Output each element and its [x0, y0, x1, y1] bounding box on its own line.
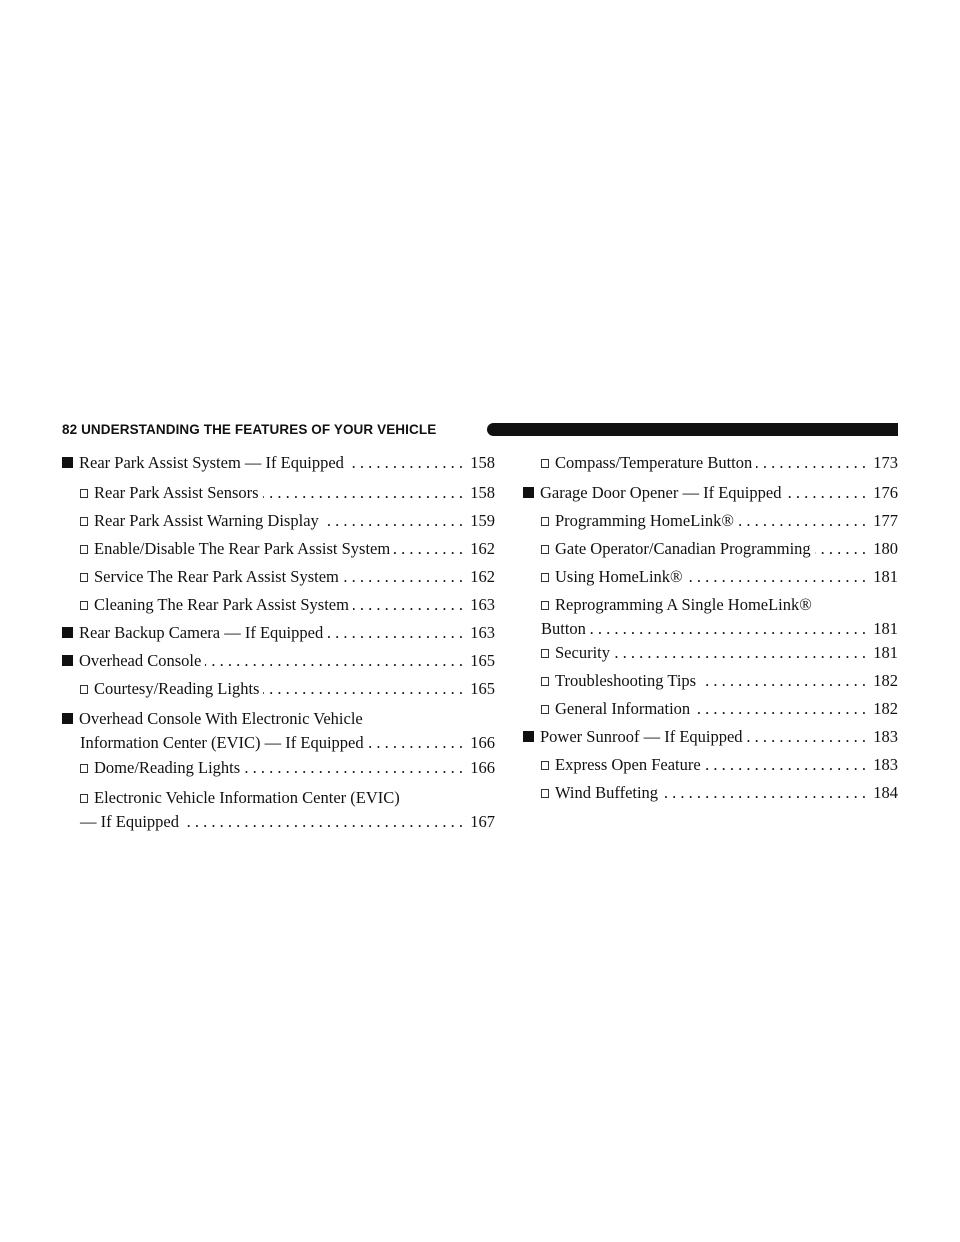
toc-page-number: 166 — [470, 758, 495, 777]
toc-entry-title: Overhead Console — [79, 651, 202, 670]
toc-entry-title: Rear Park Assist Warning Display — [94, 511, 319, 530]
box-bullet-icon — [523, 641, 555, 665]
toc-entry[interactable] — [523, 451, 898, 475]
toc-entry-title: Rear Park Assist System — If Equipped — [79, 453, 344, 472]
dot-leader — [756, 451, 866, 475]
dot-leader — [348, 451, 463, 475]
dot-leader — [263, 481, 463, 505]
dot-leader — [353, 593, 463, 617]
dot-leader — [183, 810, 463, 834]
toc-entry-title: — If Equipped — [80, 812, 179, 831]
dot-leader — [738, 509, 866, 533]
toc-page-number: 159 — [470, 511, 495, 530]
dot-leader — [394, 537, 463, 561]
toc-entry-title: Power Sunroof — If Equipped — [540, 727, 743, 746]
toc-entry-title: Cleaning The Rear Park Assist System — [94, 595, 349, 614]
dot-leader — [662, 781, 866, 805]
toc-page-number: 166 — [470, 733, 495, 752]
toc-entry-title: Troubleshooting Tips — [555, 671, 697, 690]
toc-entry[interactable] — [523, 565, 898, 589]
box-bullet-icon — [62, 509, 94, 533]
box-bullet-icon — [62, 756, 94, 780]
toc-entry[interactable] — [523, 481, 898, 505]
toc-entry-title: Courtesy/Reading Lights — [94, 679, 260, 698]
toc-entry[interactable] — [523, 593, 898, 641]
square-bullet-icon — [523, 725, 540, 749]
box-bullet-icon — [523, 753, 555, 777]
box-bullet-icon — [523, 451, 555, 475]
toc-entry[interactable] — [62, 451, 495, 475]
toc-page-number: 181 — [873, 567, 898, 586]
toc-entry-title: Rear Backup Camera — If Equipped — [79, 623, 324, 642]
toc-page-number: 163 — [470, 623, 495, 642]
toc-page-number: 183 — [873, 727, 898, 746]
dot-leader — [815, 537, 866, 561]
toc-entry[interactable] — [62, 756, 495, 780]
toc-entry[interactable] — [62, 786, 495, 834]
toc-page-number: 180 — [873, 539, 898, 558]
toc-entry[interactable] — [523, 697, 898, 721]
toc-page-number: 163 — [470, 595, 495, 614]
toc-entry[interactable] — [523, 537, 898, 561]
toc-entry-title: General Information — [555, 699, 691, 718]
dot-leader — [343, 565, 463, 589]
toc-page-number: 173 — [873, 453, 898, 472]
box-bullet-icon — [523, 697, 555, 721]
chapter-title: UNDERSTANDING THE FEATURES OF YOUR VEHICLE — [81, 422, 437, 437]
toc-entry-title: Wind Buffeting — [555, 783, 659, 802]
toc-page-number: 162 — [470, 567, 495, 586]
toc-entry[interactable] — [62, 565, 495, 589]
dot-leader — [327, 621, 463, 645]
dot-leader — [614, 641, 866, 665]
page-header — [62, 420, 898, 440]
dot-leader — [323, 509, 463, 533]
dot-leader — [785, 481, 866, 505]
toc-entry[interactable] — [62, 677, 495, 701]
dot-leader — [590, 617, 866, 641]
box-bullet-icon — [62, 565, 94, 589]
toc-entry-title: Express Open Feature — [555, 755, 701, 774]
page-number: 82 — [62, 422, 78, 437]
toc-entry-title: Gate Operator/Canadian Programming — [555, 539, 811, 558]
square-bullet-icon — [62, 451, 79, 475]
toc-page-number: 158 — [470, 453, 495, 472]
toc-entry[interactable] — [62, 593, 495, 617]
toc-entry-title: Using HomeLink® — [555, 567, 683, 586]
toc-page-number: 182 — [873, 699, 898, 718]
box-bullet-icon — [62, 593, 94, 617]
header-text — [62, 421, 436, 439]
square-bullet-icon — [62, 621, 79, 645]
toc-entry[interactable] — [523, 753, 898, 777]
toc-entry[interactable] — [62, 649, 495, 673]
toc-page-number: 177 — [873, 511, 898, 530]
toc-entry-title: Security — [555, 643, 610, 662]
dot-leader — [205, 649, 463, 673]
toc-entry-title: Service The Rear Park Assist System — [94, 567, 339, 586]
toc-entry[interactable] — [523, 669, 898, 693]
box-bullet-icon — [523, 565, 555, 589]
toc-page-number: 162 — [470, 539, 495, 558]
toc-page-number: 176 — [873, 483, 898, 502]
toc-entry-title: Programming HomeLink® — [555, 511, 734, 530]
toc-entry[interactable] — [523, 781, 898, 805]
box-bullet-icon — [523, 509, 555, 533]
toc-entry-title: Garage Door Opener — If Equipped — [540, 483, 782, 502]
toc-page-number: 181 — [873, 643, 898, 662]
toc-entry[interactable] — [62, 509, 495, 533]
toc-entry[interactable] — [523, 725, 898, 749]
toc-entry-title: Rear Park Assist Sensors — [94, 483, 259, 502]
box-bullet-icon — [523, 537, 555, 561]
toc-entry[interactable] — [62, 621, 495, 645]
toc-entry[interactable] — [62, 481, 495, 505]
toc-entry-title: Electronic Vehicle Information Center (EVIC) — [94, 788, 400, 807]
toc-page-number: 165 — [470, 651, 495, 670]
dot-leader — [687, 565, 866, 589]
toc-page-number: 182 — [873, 671, 898, 690]
header-rule-bar — [487, 423, 898, 436]
toc-page-number: 158 — [470, 483, 495, 502]
toc-entry[interactable] — [523, 509, 898, 533]
toc-entry-title: Overhead Console With Electronic Vehicle — [79, 709, 363, 728]
toc-entry-title: Enable/Disable The Rear Park Assist System — [94, 539, 391, 558]
toc-page-number: 181 — [873, 619, 898, 638]
dot-leader — [368, 731, 463, 755]
toc-entry-title: Compass/Temperature Button — [555, 453, 753, 472]
square-bullet-icon — [62, 649, 79, 673]
toc-entry[interactable] — [62, 707, 495, 755]
dot-leader — [244, 756, 463, 780]
toc-page-number: 184 — [873, 783, 898, 802]
box-bullet-icon — [62, 786, 94, 810]
dot-leader — [705, 753, 866, 777]
dot-leader — [747, 725, 866, 749]
box-bullet-icon — [62, 677, 94, 701]
dot-leader — [263, 677, 463, 701]
box-bullet-icon — [62, 481, 94, 505]
dot-leader — [694, 697, 866, 721]
toc-entry-title: Reprogramming A Single HomeLink® — [555, 595, 812, 614]
toc-entry-title: Dome/Reading Lights — [94, 758, 241, 777]
toc-page-number: 167 — [470, 812, 495, 831]
toc-entry-title: Information Center (EVIC) — If Equipped — [80, 733, 364, 752]
box-bullet-icon — [523, 669, 555, 693]
square-bullet-icon — [523, 481, 540, 505]
toc-entry[interactable] — [523, 641, 898, 665]
box-bullet-icon — [523, 593, 555, 617]
square-bullet-icon — [62, 707, 79, 731]
toc-page-number: 165 — [470, 679, 495, 698]
box-bullet-icon — [523, 781, 555, 805]
toc-entry-title: Button — [541, 619, 586, 638]
dot-leader — [700, 669, 866, 693]
box-bullet-icon — [62, 537, 94, 561]
toc-entry[interactable] — [62, 537, 495, 561]
toc-page-number: 183 — [873, 755, 898, 774]
